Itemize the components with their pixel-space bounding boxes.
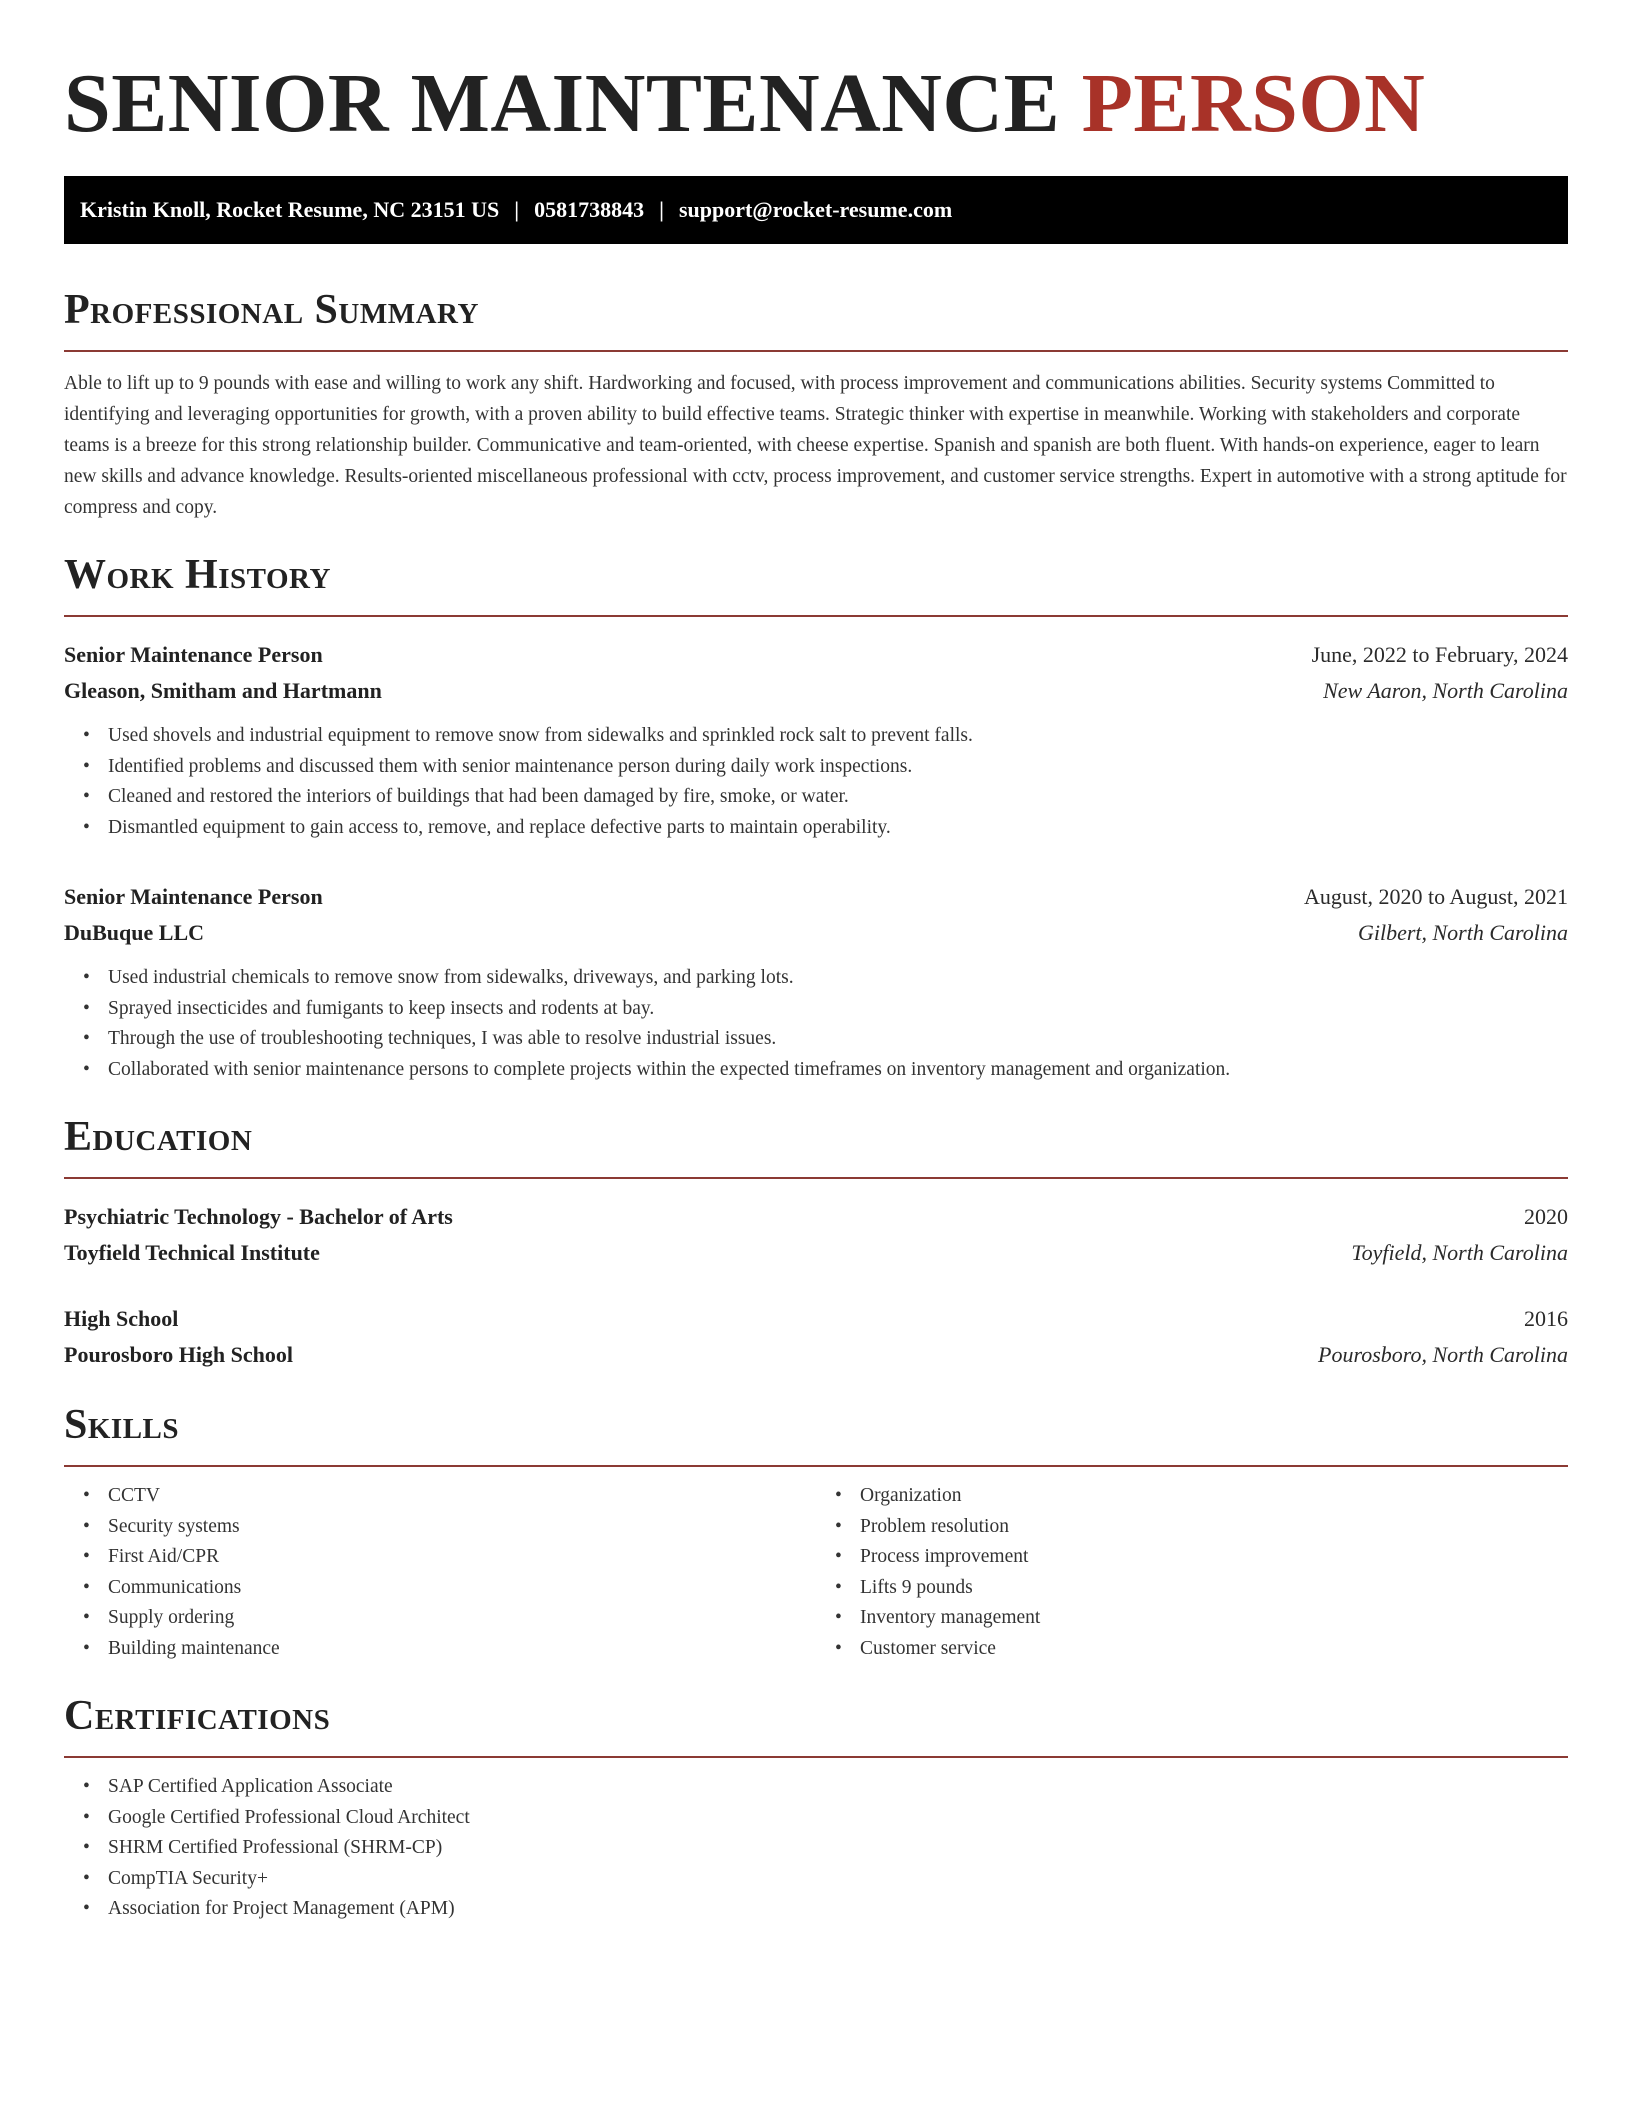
education-school: Toyfield Technical Institute <box>64 1240 320 1265</box>
job-title: Senior Maintenance Person <box>64 884 323 909</box>
work-history-section <box>64 549 1568 1085</box>
job-bullet: • Dismantled equipment to gain access to, remove, and replace defective parts to maintain operability. <box>108 813 1568 844</box>
contact-address: Kristin Knoll, Rocket Resume, NC 23151 US <box>80 197 500 222</box>
education-year: 2016 <box>1524 1306 1568 1331</box>
name-primary: SENIOR MAINTENANCE <box>64 57 1061 150</box>
certification-item: • SHRM Certified Professional (SHRM-CP) <box>108 1833 1568 1864</box>
education-degree: Psychiatric Technology - Bachelor of Arts <box>64 1204 453 1229</box>
section-heading: Certifications <box>64 1690 1568 1758</box>
education-degree: High School <box>64 1306 179 1331</box>
skill-item: • CCTV <box>108 1481 816 1512</box>
education-location: Toyfield, North Carolina <box>1351 1240 1568 1265</box>
summary-text: Able to lift up to 9 pounds with ease and willing to work any shift. Hardworking and focused, with process improvement and communications abilities. Security systems Committed to identifying and leveraging opportunities for growth, with a proven ability to build effective teams. Strategic thinker with expertise in meanwhile. Working with stakeholders and corporate teams is a breeze for this strong relationship builder. Communicative and team-oriented, with cheese expertise. Spanish and spanish are both fluent. With hands-on experience, eager to learn new skills and advance knowledge. Results-oriented miscellaneous professional with cctv, process improvement, and customer service strengths. Expert in automotive with a strong aptitude for compress and copy. <box>64 373 1567 518</box>
education-header-row <box>64 1301 1568 1337</box>
job-dates: August, 2020 to August, 2021 <box>1303 884 1568 909</box>
education-location: Pourosboro, North Carolina <box>1318 1342 1568 1367</box>
skill-item: • Lifts 9 pounds <box>860 1573 1568 1604</box>
job-entry <box>64 879 1568 1085</box>
skill-item: • Problem resolution <box>860 1512 1568 1543</box>
job-bullet: • Used shovels and industrial equipment to remove snow from sidewalks and sprinkled rock salt to prevent falls. <box>108 721 1568 752</box>
skill-item: • Security systems <box>108 1512 816 1543</box>
job-title: Senior Maintenance Person <box>64 642 323 667</box>
contact-separator: | <box>659 197 664 222</box>
summary-section <box>64 284 1568 523</box>
section-heading: Professional Summary <box>64 284 1568 352</box>
skills-section <box>64 1399 1568 1664</box>
skill-item: • Building maintenance <box>108 1634 816 1665</box>
education-school-row <box>64 1337 1568 1373</box>
section-heading: Skills <box>64 1399 1568 1467</box>
education-header-row <box>64 1199 1568 1235</box>
contact-phone: 0581738843 <box>534 197 645 222</box>
job-bullets <box>64 963 1568 1085</box>
certifications-section <box>64 1690 1568 1925</box>
job-bullets <box>64 721 1568 843</box>
job-dates: June, 2022 to February, 2024 <box>1311 642 1568 667</box>
certification-item: • CompTIA Security+ <box>108 1864 1568 1895</box>
name-accent: PERSON <box>1081 57 1426 150</box>
job-company-row <box>64 915 1568 951</box>
education-entry <box>64 1199 1568 1271</box>
job-bullet: • Used industrial chemicals to remove snow from sidewalks, driveways, and parking lots. <box>108 963 1568 994</box>
job-header-row <box>64 637 1568 673</box>
skills-column-left <box>64 1481 816 1664</box>
resume-name <box>64 56 1568 152</box>
job-bullet: • Through the use of troubleshooting techniques, I was able to resolve industrial issues. <box>108 1024 1568 1055</box>
education-year: 2020 <box>1524 1204 1568 1229</box>
skill-item: • Communications <box>108 1573 816 1604</box>
job-header-row <box>64 879 1568 915</box>
contact-separator: | <box>514 197 520 222</box>
skill-item: • Supply ordering <box>108 1603 816 1634</box>
job-company-row <box>64 673 1568 709</box>
certification-item: • Google Certified Professional Cloud Architect <box>108 1803 1568 1834</box>
education-school: Pourosboro High School <box>64 1342 294 1367</box>
certifications-list <box>64 1772 1568 1925</box>
skill-item: • Process improvement <box>860 1542 1568 1573</box>
job-bullet: • Sprayed insecticides and fumigants to keep insects and rodents at bay. <box>108 994 1568 1025</box>
job-location: New Aaron, North Carolina <box>1323 678 1568 703</box>
job-company: DuBuque LLC <box>64 920 205 945</box>
contact-bar <box>64 176 1568 244</box>
skill-item: • Inventory management <box>860 1603 1568 1634</box>
job-location: Gilbert, North Carolina <box>1357 920 1568 945</box>
job-entry <box>64 637 1568 843</box>
job-company: Gleason, Smitham and Hartmann <box>64 678 382 703</box>
education-school-row <box>64 1235 1568 1271</box>
skills-column-right <box>816 1481 1568 1664</box>
job-bullet: • Collaborated with senior maintenance persons to complete projects within the expected timeframes on inventory management and organization. <box>108 1055 1568 1086</box>
contact-email: support@rocket-resume.com <box>678 197 953 222</box>
education-entry <box>64 1301 1568 1373</box>
section-heading: Education <box>64 1111 1568 1179</box>
certification-item: • Association for Project Management (APM) <box>108 1894 1568 1925</box>
job-bullet: • Identified problems and discussed them with senior maintenance person during daily work inspections. <box>108 752 1568 783</box>
skill-item: • Organization <box>860 1481 1568 1512</box>
job-bullet: • Cleaned and restored the interiors of buildings that had been damaged by fire, smoke, or water. <box>108 782 1568 813</box>
education-section <box>64 1111 1568 1373</box>
skill-item: • First Aid/CPR <box>108 1542 816 1573</box>
skills-grid <box>64 1481 1568 1664</box>
section-heading: Work History <box>64 549 1568 617</box>
certification-item: • SAP Certified Application Associate <box>108 1772 1568 1803</box>
skill-item: • Customer service <box>860 1634 1568 1665</box>
